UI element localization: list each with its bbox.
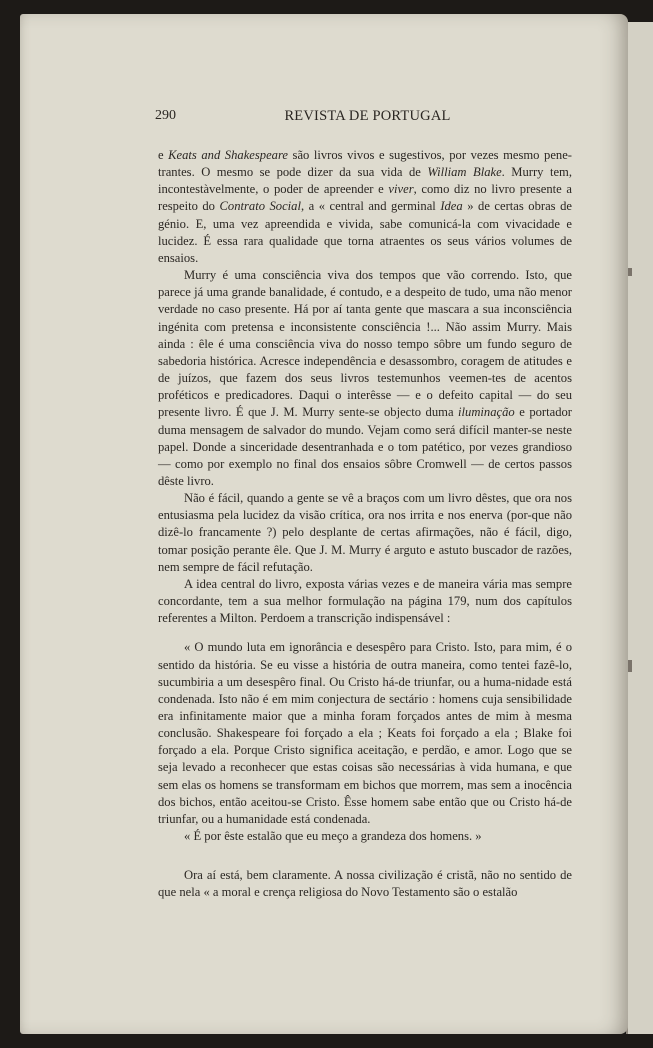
text-run: Não é fácil, quando a gente se vê a braços com um livro dêstes, que ora nos entusiasma pela lucidez da visão crítica, ora nos irrita e nos enerva (por-que não dizê-lo francamente ?) pelo desplante de certas afirmações, não é fácil, digo, tomar posição perante êle. Que J. M. Murry é arguto e astuto buscador de razões, nem sempre de fácil refutação. <box>158 491 572 574</box>
italic-text: viver <box>388 182 414 197</box>
text-run: Ora aí está, bem claramente. A nossa civilização é cristã, não no sentido de que nela « a moral e crença religiosa do Novo Testamento são o estalão <box>158 868 572 900</box>
text-run: A idea central do livro, exposta várias vezes e de maneira vária mas sempre concordante, tem a sua melhor formulação na página 179, num dos capítulos referentes a Milton. Perdoem a transcrição indispensável : <box>158 576 572 626</box>
page-edge-mark <box>628 268 632 276</box>
paragraph <box>158 576 572 627</box>
block-quote <box>158 639 572 828</box>
text-run: e <box>158 148 169 162</box>
text-run: « O mundo luta em ignorância e desespêro para Cristo. Isto, para mim, é o sentido da história. Se eu visse a história de outra maneira, como tentei fazê-lo, sucumbiria a um desespêro final. Ou Cristo há-de triunfar, ou a huma-nidade está condenada. Isto não é em mim conjectura de sectário : homens cuja sensibilidade era infinitamente maior que a minha foram forçados antes de mim à mesma conclusão. Shakespeare foi forçado a ela ; Keats foi forçado a ela ; Blake foi forçado a ela. Porque Cristo significa aceitação, e perdão, e amor. Logo que se seja levado a reconhecer que estas coisas são necessárias à vida humana, e que sem elas os homens se transformam em bichos que morrem, mas sem a inocência dos bichos, então aceitou-se Cristo. Êsse homem sabe então que ou Cristo há-de triunfar, ou a humanidade está condenada. <box>158 640 572 826</box>
text-run: são livros vivos e sugestivos, por vezes mesmo pene-trantes. O mesmo se pode dizer da sua vida de <box>158 148 572 180</box>
block-quote-closing <box>158 828 572 845</box>
text-run: e portador duma mensagem de salvador do mundo. Vejam como será difícil manter-se neste papel. Donde a sinceridade desentranhada e o tom patético, por vezes grandioso — como por exemplo no final dos ensaios sôbre Cromwell — de certos passos dêste livro. <box>158 405 572 488</box>
text-run: » de certas obras de génio. E, uma vez apreendida e vivida, sabe comunicá-la com vivacidade e lucidez. É essa rara qualidade que torna atraentes os seus vários volumes de ensaios. <box>158 199 572 265</box>
italic-text: Contrato Social <box>219 199 301 214</box>
italic-text: Keats and Shakespeare <box>168 148 288 162</box>
page-edge-mark <box>628 660 632 672</box>
italic-text: Idea <box>440 199 463 214</box>
journal-title: REVISTA DE PORTUGAL <box>284 108 451 124</box>
running-head <box>155 108 580 128</box>
adjacent-page-edge <box>626 22 653 1034</box>
text-run: « É por êste estalão que eu meço a grandeza dos homens. » <box>184 829 482 844</box>
paragraph <box>158 267 572 490</box>
page-number: 290 <box>155 108 176 123</box>
body-text <box>158 147 572 902</box>
paragraph <box>158 867 572 901</box>
paragraph <box>158 147 572 267</box>
text-run: , como diz no livro presente a respeito do <box>158 182 572 214</box>
text-run: . Murry tem, incontestàvelmente, o poder de apreender e <box>158 165 572 197</box>
text-run: Murry é uma consciência viva dos tempos que vão correndo. Isto, que parece já uma grande banalidade, é contudo, e a despeito de tudo, uma não menor verdade no caso presente. Há por aí tanta gente que mascara a sua inconsciência ingénita com pretensa e inconsistente consciência !... Não assim Murry. Mais ainda : êle é uma consciência viva do nosso tempo sôbre um fundo seguro de sabedoria histórica. Acresce independência e desassombro, coragem de atitudes e de juízos, que fazem dos seus livros testemunhos veemen-tes de acentos proféticos e predicadores. Daqui o interêsse — e o defeito capital — do seu presente livro. É que J. M. Murry sente-se objecto duma <box>158 268 572 420</box>
paragraph <box>158 490 572 576</box>
italic-text: iluminação <box>458 405 515 420</box>
text-run: , a « central and germinal <box>300 199 441 214</box>
italic-text: William Blake <box>427 165 502 180</box>
